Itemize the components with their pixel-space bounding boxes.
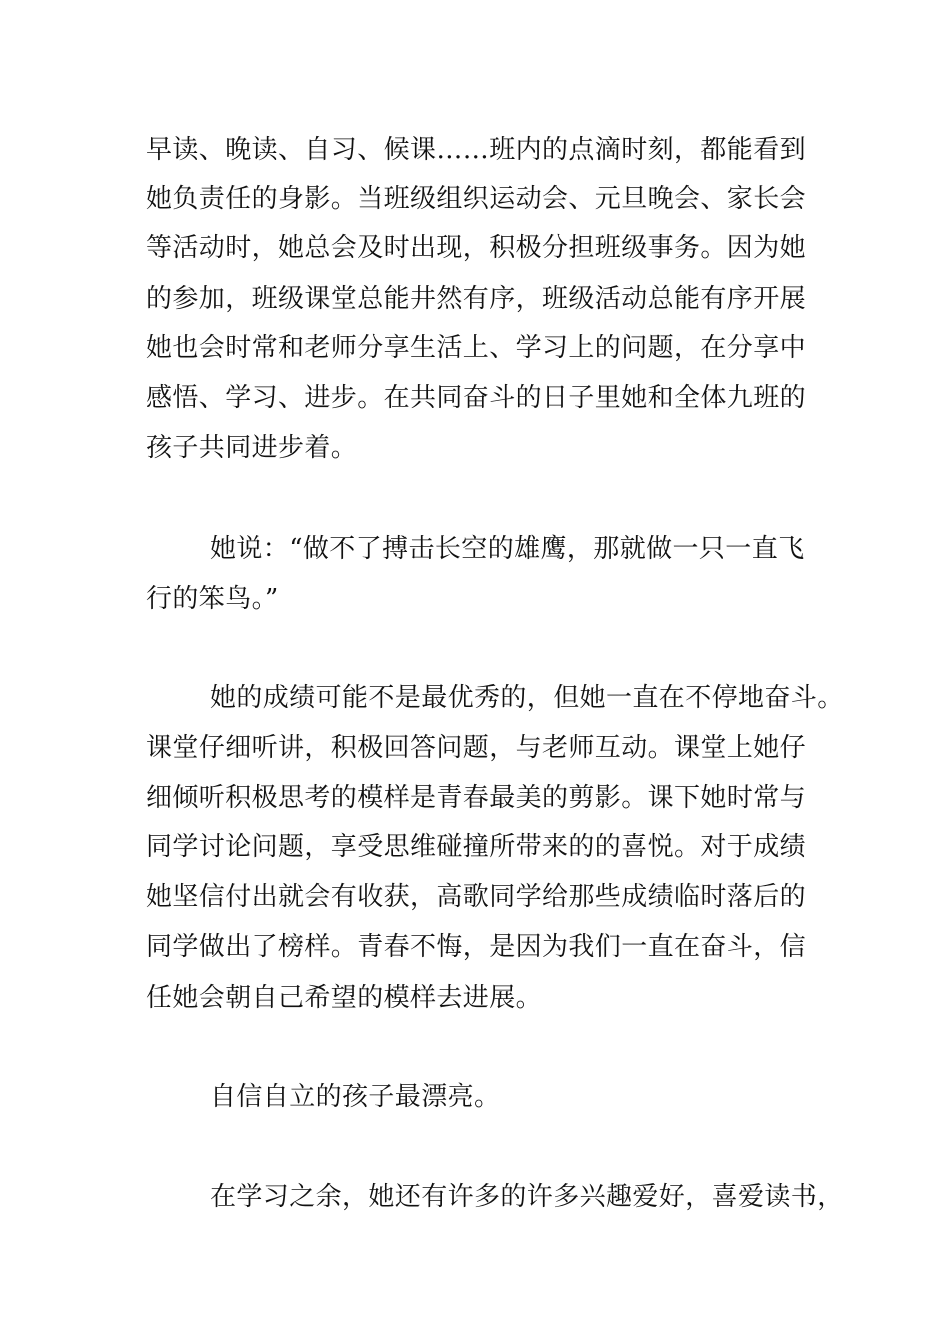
text-line: 的参加，班级课堂总能井然有序，班级活动总能有序开展 (146, 284, 807, 314)
text-line: 早读、晚读、自习、候课……班内的点滴时刻，都能看到 (146, 135, 807, 165)
text-line: 同学做出了榜样。青春不悔，是因为我们一直在奋斗，信 (146, 932, 807, 962)
text-line: 自信自立的孩子最漂亮。 (210, 1082, 501, 1112)
text-line: 任她会朝自己希望的模样去进展。 (146, 983, 543, 1013)
text-line: 细倾听积极思考的模样是青春最美的剪影。课下她时常与 (146, 783, 807, 813)
text-line: 她负责任的身影。当班级组织运动会、元旦晚会、家长会 (146, 184, 807, 214)
text-line: 她也会时常和老师分享生活上、学习上的问题，在分享中 (146, 333, 807, 363)
text-line: 行的笨鸟。” (146, 584, 279, 614)
text-line: 她说：“做不了搏击长空的雄鹰，那就做一只一直飞 (210, 534, 805, 564)
text-line: 孩子共同进步着。 (146, 433, 358, 463)
text-line: 等活动时，她总会及时出现，积极分担班级事务。因为她 (146, 233, 807, 263)
text-line: 她坚信付出就会有收获，高歌同学给那些成绩临时落后的 (146, 882, 807, 912)
text-line: 同学讨论问题，享受思维碰撞所带来的的喜悦。对于成绩 (146, 832, 807, 862)
text-line: 在学习之余，她还有许多的许多兴趣爱好，喜爱读书， (210, 1182, 844, 1212)
text-line: 课堂仔细听讲，积极回答问题，与老师互动。课堂上她仔 (146, 733, 807, 763)
text-line: 她的成绩可能不是最优秀的，但她一直在不停地奋斗。 (210, 683, 844, 713)
text-line: 感悟、学习、进步。在共同奋斗的日子里她和全体九班的 (146, 383, 807, 413)
